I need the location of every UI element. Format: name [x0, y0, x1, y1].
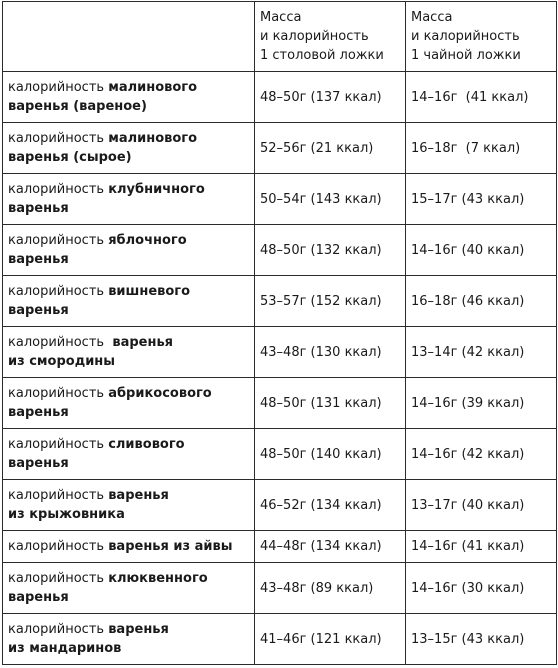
- tablespoon-value: 48–50г (132 ккал): [260, 242, 382, 258]
- header-cell-teaspoon: [406, 2, 557, 72]
- jam-name-prefix: калорийность: [8, 488, 109, 503]
- header-tbsp-line-1: Масса: [260, 10, 302, 25]
- teaspoon-value-cell: [406, 225, 557, 276]
- jam-name-bold-line-2: варенья: [8, 303, 69, 318]
- jam-name-bold-line-2: варенья: [8, 252, 69, 267]
- table-row: [3, 123, 557, 174]
- header-tsp-line-2: и калорийность: [411, 29, 520, 44]
- teaspoon-value: 14–16г (42 ккал): [411, 446, 525, 462]
- teaspoon-value-cell: [406, 327, 557, 378]
- teaspoon-value: 14–16г (30 ккал): [411, 580, 525, 596]
- jam-name-bold: варенья: [108, 488, 169, 503]
- teaspoon-value-cell: [406, 429, 557, 480]
- jam-name-prefix: калорийность: [8, 571, 109, 586]
- tablespoon-value: 46–52г (134 ккал): [260, 497, 382, 513]
- teaspoon-value-cell: [406, 72, 557, 123]
- teaspoon-value: 14–16г (39 ккал): [411, 395, 525, 411]
- teaspoon-value-cell: [406, 378, 557, 429]
- teaspoon-value-cell: [406, 123, 557, 174]
- table-row: [3, 378, 557, 429]
- teaspoon-value: 13–15г (43 ккал): [411, 631, 525, 647]
- jam-name-cell: [3, 174, 255, 225]
- table-row: [3, 327, 557, 378]
- jam-name-bold: сливового: [108, 437, 185, 452]
- jam-name-cell: [3, 123, 255, 174]
- header-tsp-line-3: 1 чайной ложки: [411, 48, 521, 63]
- jam-name-bold-line-2: варенья: [8, 590, 69, 605]
- teaspoon-value: 14–16г (41 ккал): [411, 539, 525, 554]
- jam-name-bold-line-2: варенья (сырое): [8, 150, 132, 165]
- jam-name-bold-line-2: варенья: [8, 201, 69, 216]
- jam-name-bold-line-2: варенья: [8, 456, 69, 471]
- table-row: [3, 563, 557, 614]
- tablespoon-value-cell: [255, 123, 406, 174]
- jam-name-bold: вишневого: [108, 284, 191, 299]
- table-row: [3, 429, 557, 480]
- teaspoon-value: 15–17г (43 ккал): [411, 191, 525, 207]
- jam-name-prefix: калорийность: [8, 622, 109, 637]
- tablespoon-value: 43–48г (130 ккал): [260, 344, 382, 360]
- jam-name-prefix: калорийность: [8, 233, 109, 248]
- jam-name-prefix: калорийность: [8, 182, 109, 197]
- tablespoon-value-cell: [255, 276, 406, 327]
- tablespoon-value: 50–54г (143 ккал): [260, 191, 382, 207]
- jam-name-cell: [3, 327, 255, 378]
- teaspoon-value: 14–16г (41 ккал): [411, 89, 529, 105]
- table-row: [3, 614, 557, 665]
- tablespoon-value-cell: [255, 531, 406, 563]
- jam-name-cell: [3, 276, 255, 327]
- teaspoon-value: 13–14г (42 ккал): [411, 344, 525, 360]
- teaspoon-value-cell: [406, 563, 557, 614]
- tablespoon-value: 52–56г (21 ккал): [260, 140, 374, 156]
- table-body: [3, 2, 557, 665]
- jam-name-cell: [3, 72, 255, 123]
- jam-name-bold-line-2: варенья (вареное): [8, 99, 147, 114]
- teaspoon-value-cell: [406, 174, 557, 225]
- tablespoon-value: 53–57г (152 ккал): [260, 293, 382, 309]
- tablespoon-value-cell: [255, 614, 406, 665]
- table-row: [3, 531, 557, 563]
- tablespoon-value-cell: [255, 378, 406, 429]
- jam-name-prefix: калорийность: [8, 335, 113, 350]
- tablespoon-value: 43–48г (89 ккал): [260, 580, 374, 596]
- tablespoon-value: 48–50г (140 ккал): [260, 446, 382, 462]
- tablespoon-value-cell: [255, 174, 406, 225]
- jam-name-prefix: калорийность: [8, 539, 109, 554]
- table-row: [3, 174, 557, 225]
- header-row: [3, 2, 557, 72]
- teaspoon-value-cell: [406, 276, 557, 327]
- tablespoon-value-cell: [255, 480, 406, 531]
- tablespoon-value: 48–50г (131 ккал): [260, 395, 382, 411]
- tablespoon-value-cell: [255, 327, 406, 378]
- header-tsp-line-1: Масса: [411, 10, 453, 25]
- jam-name-cell: [3, 614, 255, 665]
- table-row: [3, 225, 557, 276]
- tablespoon-value-cell: [255, 72, 406, 123]
- jam-name-cell: [3, 563, 255, 614]
- tablespoon-value-cell: [255, 429, 406, 480]
- jam-name-bold: варенья: [108, 622, 169, 637]
- jam-name-cell: [3, 429, 255, 480]
- jam-name-bold-line-2: из крыжовника: [8, 507, 125, 522]
- table-row: [3, 72, 557, 123]
- header-tbsp-line-3: 1 столовой ложки: [260, 48, 384, 63]
- teaspoon-value: 13–17г (40 ккал): [411, 497, 525, 513]
- header-cell-empty: [3, 2, 255, 72]
- tablespoon-value: 48–50г (137 ккал): [260, 89, 382, 105]
- jam-name-cell: [3, 480, 255, 531]
- jam-name-bold: клюквенного: [108, 571, 208, 586]
- teaspoon-value: 14–16г (40 ккал): [411, 242, 525, 258]
- teaspoon-value: 16–18г (46 ккал): [411, 293, 525, 309]
- tablespoon-value-cell: [255, 563, 406, 614]
- jam-name-bold: малинового: [108, 131, 198, 146]
- jam-name-cell: [3, 531, 255, 563]
- jam-name-bold: клубничного: [108, 182, 205, 197]
- jam-name-cell: [3, 225, 255, 276]
- header-cell-tablespoon: [255, 2, 406, 72]
- teaspoon-value: 16–18г (7 ккал): [411, 140, 521, 156]
- jam-name-bold: варенья из айвы: [108, 539, 233, 554]
- jam-name-bold: абрикосового: [108, 386, 212, 401]
- tablespoon-value: 44–48г (134 ккал): [260, 539, 382, 554]
- jam-name-bold: малинового: [108, 80, 198, 95]
- jam-name-prefix: калорийность: [8, 437, 109, 452]
- calorie-table: [2, 1, 557, 665]
- jam-name-bold: яблочного: [108, 233, 187, 248]
- table-row: [3, 480, 557, 531]
- header-tbsp-line-2: и калорийность: [260, 29, 369, 44]
- teaspoon-value-cell: [406, 480, 557, 531]
- jam-name-prefix: калорийность: [8, 131, 109, 146]
- jam-name-prefix: калорийность: [8, 386, 109, 401]
- jam-name-bold: варенья: [112, 335, 174, 350]
- teaspoon-value-cell: [406, 614, 557, 665]
- jam-name-bold-line-2: из смородины: [8, 354, 116, 369]
- jam-name-prefix: калорийность: [8, 284, 109, 299]
- teaspoon-value-cell: [406, 531, 557, 563]
- tablespoon-value-cell: [255, 225, 406, 276]
- tablespoon-value: 41–46г (121 ккал): [260, 631, 382, 647]
- jam-name-prefix: калорийность: [8, 80, 109, 95]
- table-row: [3, 276, 557, 327]
- jam-name-bold-line-2: варенья: [8, 405, 69, 420]
- jam-name-bold-line-2: из мандаринов: [8, 641, 122, 656]
- jam-name-cell: [3, 378, 255, 429]
